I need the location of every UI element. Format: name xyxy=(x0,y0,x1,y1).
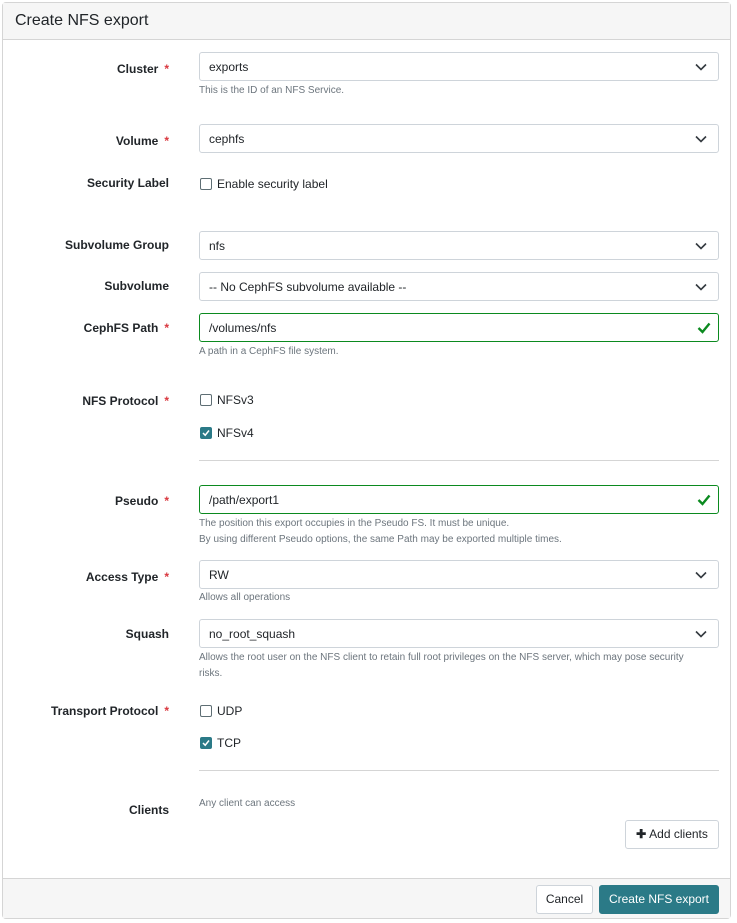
nfsv4-label: NFSv4 xyxy=(217,426,254,440)
subvolume-group-select[interactable] xyxy=(199,231,719,260)
clients-label: Clients xyxy=(128,803,169,817)
tcp-checkbox[interactable] xyxy=(200,737,212,749)
required-marker: * xyxy=(164,570,169,584)
volume-select[interactable] xyxy=(199,124,719,153)
nfsv3-checkbox[interactable] xyxy=(200,394,212,406)
form-header xyxy=(3,3,730,40)
clients-help: Any client can access xyxy=(199,798,296,809)
enable-security-label-text: Enable security label xyxy=(217,177,328,191)
cluster-help: This is the ID of an NFS Service. xyxy=(199,85,345,96)
squash-select-value: no_root_squash xyxy=(209,627,296,641)
chevron-down-icon xyxy=(695,282,707,292)
squash-help-line2: risks. xyxy=(199,668,223,679)
cancel-button[interactable]: Cancel xyxy=(536,885,593,914)
squash-label: Squash xyxy=(125,627,169,641)
checkmark-icon xyxy=(202,739,210,747)
squash-help-line1: Allows the root user on the NFS client to retain full root privileges on the NFS server, which may pose security xyxy=(199,652,684,663)
chevron-down-icon xyxy=(695,241,707,251)
cluster-select[interactable] xyxy=(199,52,719,81)
nfsv4-checkbox[interactable] xyxy=(200,427,212,439)
chevron-down-icon xyxy=(695,134,707,144)
required-marker: * xyxy=(164,494,169,508)
pseudo-input[interactable] xyxy=(199,485,719,514)
cluster-label: Cluster * xyxy=(116,62,169,76)
volume-label: Volume * xyxy=(115,134,169,148)
subvolume-group-label: Subvolume Group xyxy=(64,238,169,252)
create-nfs-export-button[interactable]: Create NFS export xyxy=(599,885,719,914)
cephfs-path-input[interactable] xyxy=(199,313,719,342)
pseudo-label: Pseudo * xyxy=(114,494,169,508)
transport-protocol-label: Transport Protocol * xyxy=(50,704,169,718)
required-marker: * xyxy=(164,321,169,335)
checkmark-icon xyxy=(202,429,210,437)
divider xyxy=(199,770,719,771)
nfs-protocol-label: NFS Protocol * xyxy=(82,394,169,408)
page-title: Create NFS export xyxy=(15,12,149,29)
chevron-down-icon xyxy=(695,629,707,639)
subvolume-label: Subvolume xyxy=(104,279,169,293)
valid-check-icon xyxy=(697,321,711,335)
access-type-help: Allows all operations xyxy=(199,592,291,603)
access-type-select[interactable] xyxy=(199,560,719,589)
cephfs-path-help: A path in a CephFS file system. xyxy=(199,346,339,357)
cephfs-path-input-value: /volumes/nfs xyxy=(209,321,277,335)
subvolume-select[interactable] xyxy=(199,272,719,301)
udp-checkbox[interactable] xyxy=(200,705,212,717)
volume-select-value: cephfs xyxy=(209,132,245,146)
required-marker: * xyxy=(164,134,169,148)
create-nfs-export-form xyxy=(2,2,731,919)
required-marker: * xyxy=(164,704,169,718)
access-type-label: Access Type * xyxy=(85,570,169,584)
pseudo-help-line1: The position this export occupies in the Pseudo FS. It must be unique. xyxy=(199,518,510,529)
cephfs-path-label: CephFS Path * xyxy=(83,321,169,335)
plus-icon: ✚ xyxy=(636,827,647,841)
add-clients-button[interactable] xyxy=(625,820,719,849)
required-marker: * xyxy=(164,394,169,408)
required-marker: * xyxy=(164,62,169,76)
pseudo-help-line2: By using different Pseudo options, the same Path may be exported multiple times. xyxy=(199,534,562,545)
tcp-label: TCP xyxy=(217,736,241,750)
valid-check-icon xyxy=(697,493,711,507)
pseudo-input-value: /path/export1 xyxy=(209,493,280,507)
chevron-down-icon xyxy=(695,570,707,580)
subvolume-group-select-value: nfs xyxy=(209,239,226,253)
squash-select[interactable] xyxy=(199,619,719,648)
cluster-select-value: exports xyxy=(209,60,249,74)
chevron-down-icon xyxy=(695,62,707,72)
security-label-label: Security Label xyxy=(86,176,169,190)
access-type-select-value: RW xyxy=(209,568,229,582)
form-footer xyxy=(3,878,730,918)
add-clients-label: Add clients xyxy=(649,827,708,841)
subvolume-select-value: -- No CephFS subvolume available -- xyxy=(209,280,407,294)
nfsv3-label: NFSv3 xyxy=(217,393,254,407)
divider xyxy=(199,460,719,461)
udp-label: UDP xyxy=(217,704,243,718)
enable-security-label-checkbox[interactable] xyxy=(200,178,212,190)
